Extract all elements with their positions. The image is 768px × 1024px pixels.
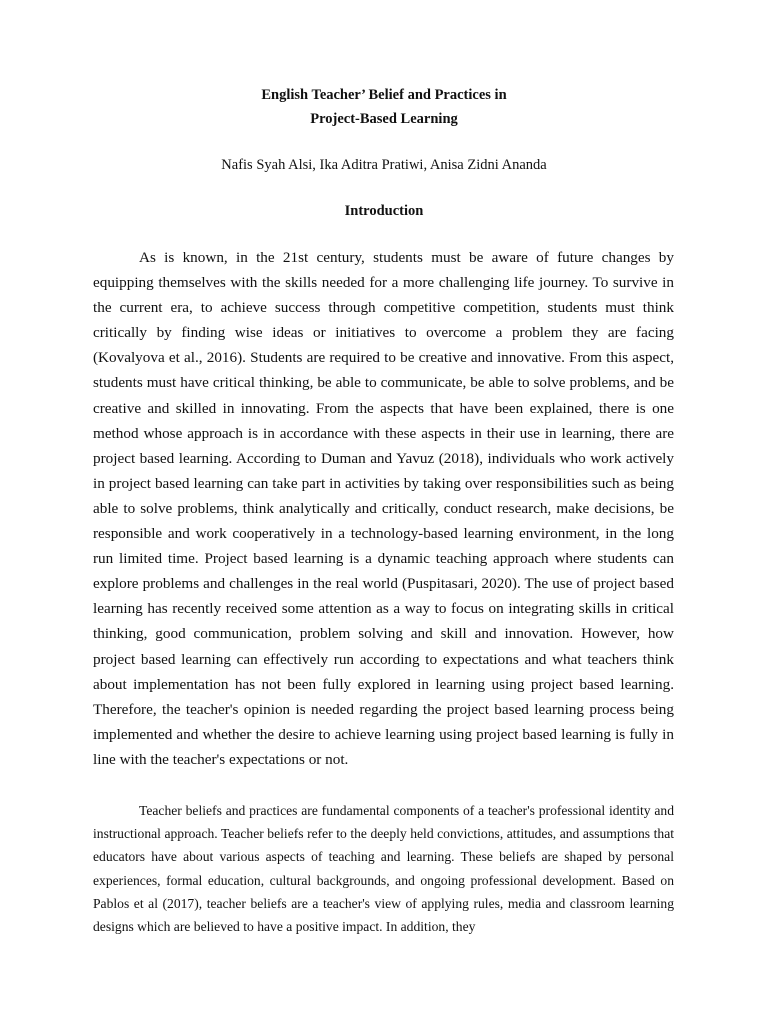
- author-list: Nafis Syah Alsi, Ika Aditra Pratiwi, Anisa Zidni Ananda: [221, 157, 547, 173]
- paper-title-line-1: English Teacher’ Belief and Practices in: [261, 87, 507, 103]
- body-paragraph-2: Teacher beliefs and practices are fundamental components of a teacher's professional identity and instructional approach. Teacher beliefs refer to the deeply held convictions, attitudes, and assumptions that educators have about various aspects of teaching and learning. These beliefs are shaped by personal experiences, formal education, cultural backgrounds, and ongoing professional development. Based on Pablos et al (2017), teacher beliefs are a teacher's view of applying rules, media and classroom learning designs which are believed to have a positive impact. In addition, they: [93, 803, 674, 935]
- body-paragraph-1: As is known, in the 21st century, students must be aware of future changes by equipping themselves with the skills needed for a more challenging life journey. To survive in the current era, to achieve success through competitive competition, students must think critically by finding wise ideas or initiatives to overcome a problem they are facing (Kovalyova et al., 2016). Students are required to be creative and innovative. From this aspect, students must have critical thinking, be able to communicate, be able to solve problems, and be creative and skilled in innovating. From the aspects that have been explained, there is one method whose approach is in accordance with these aspects in their use in learning, there are project based learning. According to Duman and Yavuz (2018), individuals who work actively in project based learning can take part in activities by taking over responsibilities such as being able to solve problems, think analytically and critically, conduct research, make decisions, be responsible and work cooperatively in a technology-based learning environment, in the long run limited time. Project based learning is a dynamic teaching approach where students can explore problems and challenges in the real world (Puspitasari, 2020). The use of project based learning has recently received some attention as a way to focus on integrating skills in critical thinking, good communication, problem solving and skill and innovation. However, how project based learning can effectively run according to expectations and what teachers think about implementation has not been fully explored in learning using project based learning. Therefore, the teacher's opinion is needed regarding the project based learning process being implemented and whether the desire to achieve learning using project based learning is fully in line with the teacher's expectations or not.: [93, 249, 674, 768]
- paper-title-line-2: Project-Based Learning: [310, 111, 458, 127]
- section-heading-introduction: Introduction: [344, 203, 424, 219]
